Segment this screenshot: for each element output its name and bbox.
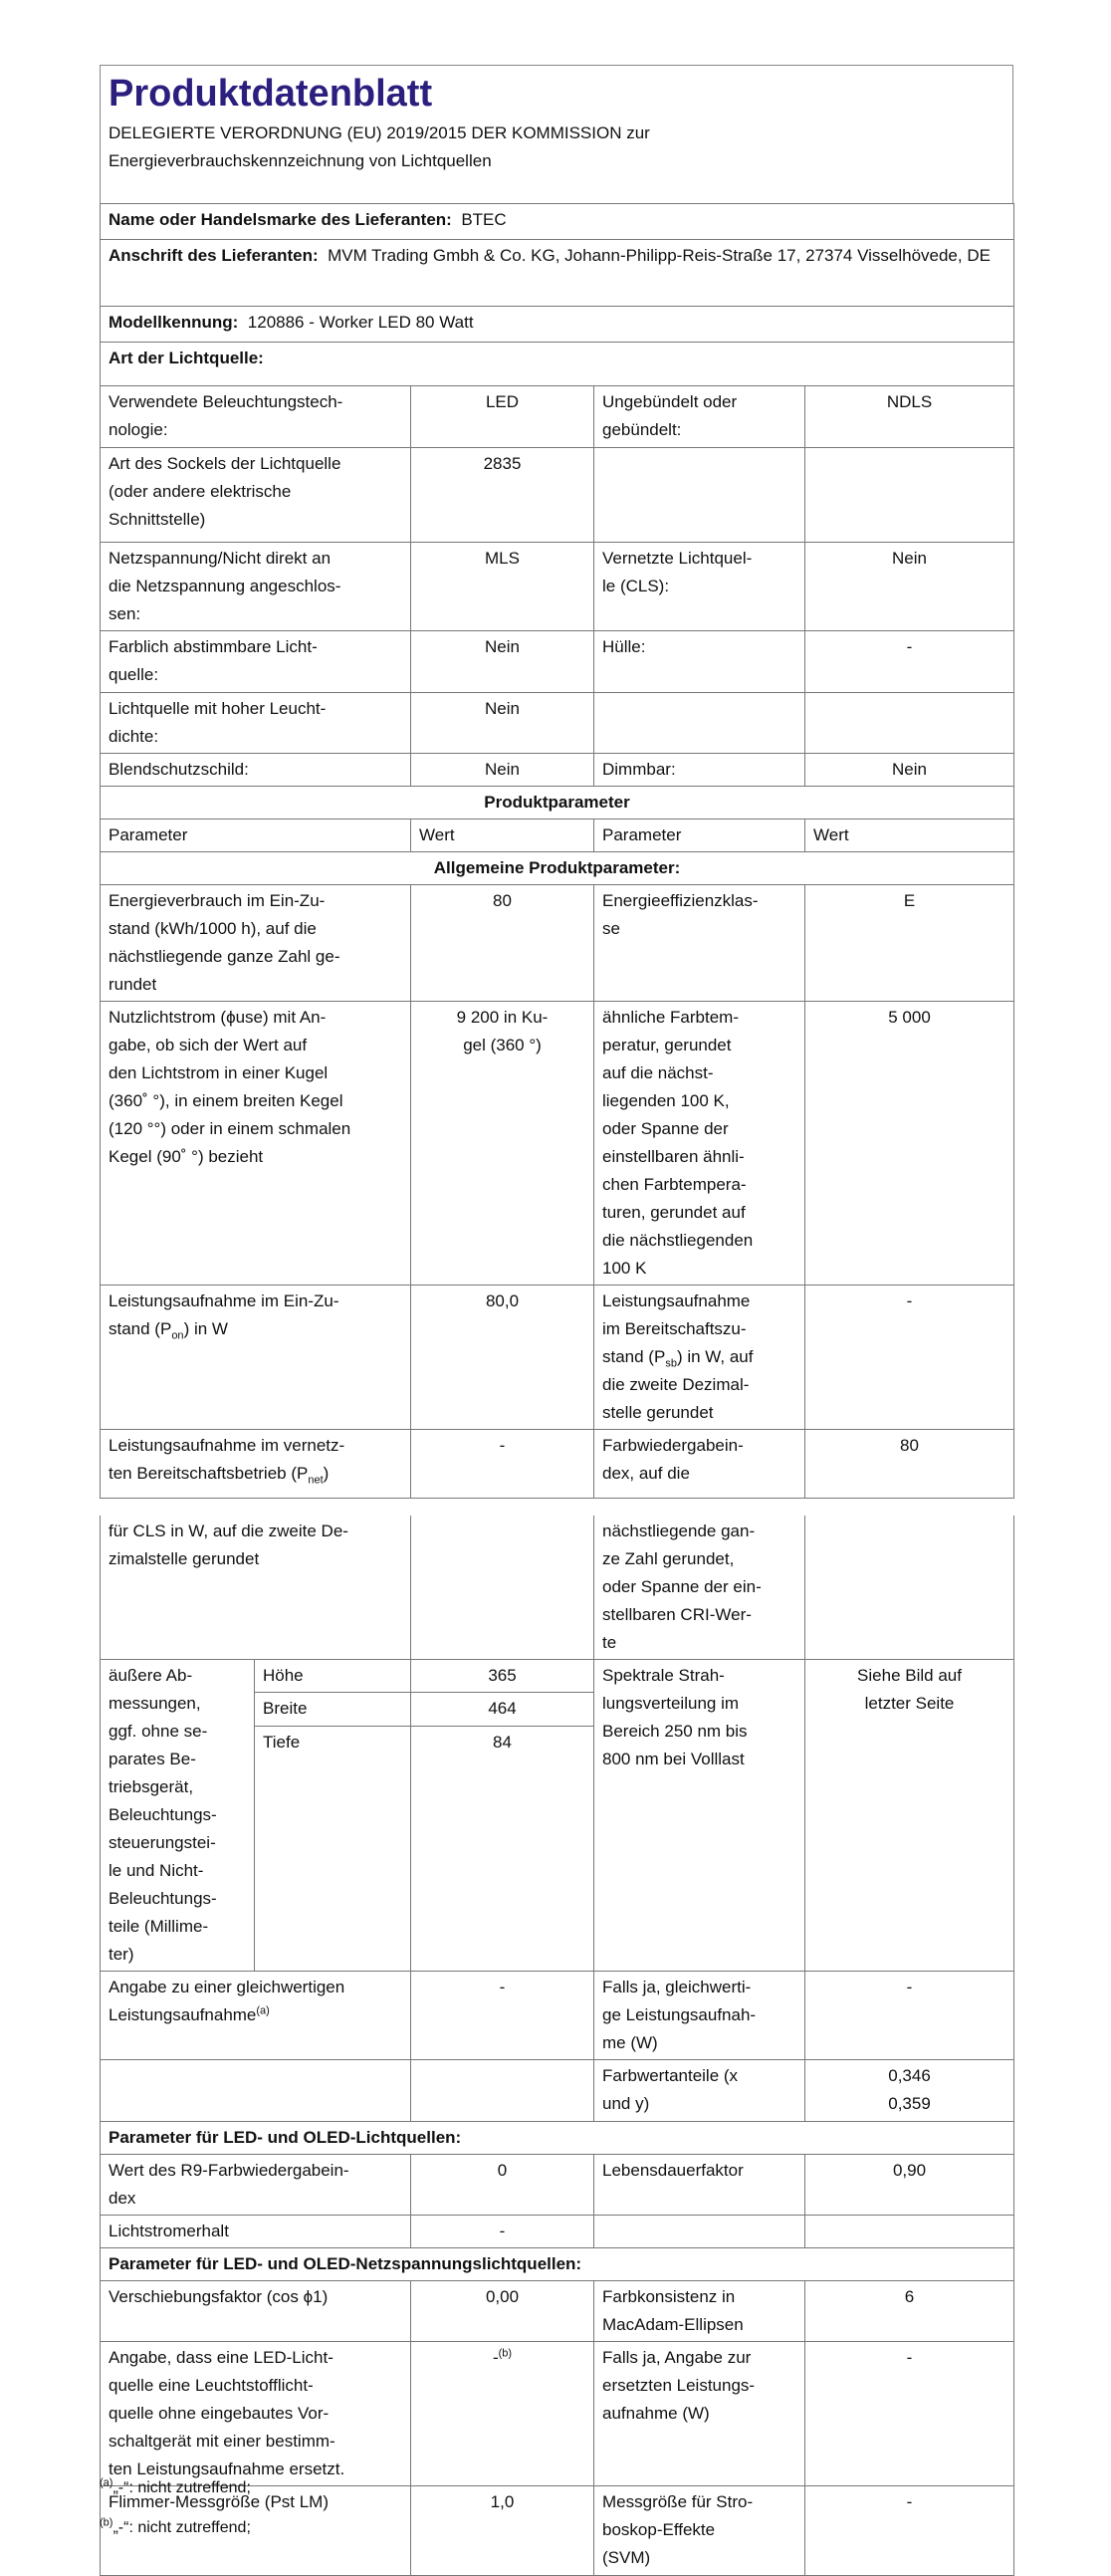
- product-data-sheet: [100, 65, 1013, 2576]
- param-value: E: [805, 885, 1014, 1002]
- footnote-ref: (b): [498, 2346, 513, 2359]
- supplier-address-value: MVM Trading Gmbh & Co. KG, Johann-Philipp-Reis-Straße 17, 27374 Visselhövede, DE: [328, 246, 991, 265]
- label-text: ) in W: [183, 1319, 228, 1338]
- depth-value: 84: [411, 1727, 594, 1972]
- model-value: 120886 - Worker LED 80 Watt: [247, 313, 474, 332]
- empty-cell: [805, 1516, 1014, 1660]
- supplier-name-row: [101, 204, 1014, 240]
- height-label: Höhe: [255, 1659, 411, 1693]
- table-row: [101, 693, 1014, 754]
- param-label: Netzspannung/Nicht direkt an die Netzspannung angeschlos- sen:: [101, 543, 411, 631]
- section-title: Parameter für LED- und OLED-Netzspannungslichtquellen:: [101, 2247, 1014, 2280]
- param-value: 0,346 0,359: [805, 2059, 1014, 2121]
- param-value: [805, 693, 1014, 754]
- param-label: Falls ja, Angabe zur ersetzten Leistungs- aufnahme (W): [594, 2341, 805, 2485]
- param-value: 2835: [411, 448, 594, 543]
- param-value: -: [805, 2341, 1014, 2485]
- sheet-header: [100, 65, 1013, 203]
- empty-cell: [411, 2059, 594, 2121]
- param-label: Flimmer-Messgröße (Pst LM): [101, 2485, 411, 2575]
- column-header-parameter: Parameter: [101, 820, 411, 852]
- label-text: Leistungsaufnahme im Ein-Zu- stand (P: [109, 1291, 339, 1338]
- footnote-text: „-“: nicht zutreffend;: [112, 2479, 251, 2496]
- param-label: Verwendete Beleuchtungstech- nologie:: [101, 386, 411, 448]
- table-row: [101, 386, 1014, 448]
- param-value: 6: [805, 2280, 1014, 2341]
- subscript: net: [308, 1474, 324, 1487]
- empty-cell: [411, 1516, 594, 1660]
- param-value: 0,00: [411, 2280, 594, 2341]
- param-label: ähnliche Farbtem- peratur, gerundet auf die nächst- liegenden 100 K, oder Spanne der einstellbaren ähnli- chen Farbtempera- turen, gerundet auf die nächstliegenden 100 K: [594, 1002, 805, 1286]
- label-text: Leistungsaufnahme im vernetz- ten Bereitschaftsbetrieb (P: [109, 1436, 345, 1483]
- width-value: 464: [411, 1693, 594, 1727]
- section-title: Allgemeine Produktparameter:: [101, 852, 1014, 885]
- column-header-value: Wert: [411, 820, 594, 852]
- supplier-name-value: BTEC: [461, 210, 507, 229]
- param-label: Lichtquelle mit hoher Leucht- dichte:: [101, 693, 411, 754]
- param-value: 9 200 in Ku- gel (360 °): [411, 1002, 594, 1286]
- param-label: Lichtstromerhalt: [101, 2215, 411, 2247]
- width-label: Breite: [255, 1693, 411, 1727]
- param-value: 80: [805, 1430, 1014, 1499]
- empty-cell: [101, 2059, 411, 2121]
- param-label: Dimmbar:: [594, 754, 805, 787]
- param-value: Nein: [411, 754, 594, 787]
- table-row: [101, 754, 1014, 787]
- footnote-text: „-“: nicht zutreffend;: [112, 2519, 251, 2536]
- dimensions-label: äußere Ab- messungen, ggf. ohne se- parates Be- triebsgerät, Beleuchtungs- steuerungstei- le und Nicht- Beleuchtungs- teile (Millime- ter): [101, 1659, 255, 1971]
- param-value: NDLS: [805, 386, 1014, 448]
- param-value: -: [411, 1430, 594, 1499]
- section-title: Produktparameter: [101, 787, 1014, 820]
- type-section-row: [101, 343, 1014, 386]
- value-text: -: [492, 2347, 499, 2367]
- param-label: Verschiebungsfaktor (cos ϕ1): [101, 2280, 411, 2341]
- table-row: [101, 1002, 1014, 1286]
- param-value: -: [411, 2215, 594, 2247]
- param-label: Angabe, dass eine LED-Licht- quelle eine Leuchtstofflicht- quelle ohne eingebautes Vor- schaltgerät mit einer bestimm- ten Leistungsaufnahme ersetzt.: [101, 2341, 411, 2485]
- param-label: [594, 1286, 805, 1430]
- dimensions-row: [101, 1659, 1014, 1693]
- param-value: MLS: [411, 543, 594, 631]
- mains-params-title-row: [101, 2247, 1014, 2280]
- param-label: Art des Sockels der Lichtquelle (oder andere elektrische Schnittstelle): [101, 448, 411, 543]
- param-value: [805, 448, 1014, 543]
- depth-label: Tiefe: [255, 1727, 411, 1972]
- empty-cell: [805, 2215, 1014, 2247]
- product-params-title-row: [101, 787, 1014, 820]
- param-label: Blendschutzschild:: [101, 754, 411, 787]
- param-value: -: [805, 631, 1014, 693]
- data-table: [100, 203, 1014, 2576]
- subscript: sb: [665, 1357, 677, 1370]
- param-value: 0: [411, 2154, 594, 2215]
- param-value: Nein: [805, 543, 1014, 631]
- param-value: -: [805, 2485, 1014, 2575]
- regulation-line-1: DELEGIERTE VERORDNUNG (EU) 2019/2015 DER KOMMISSION zur: [109, 123, 650, 142]
- param-label: Messgröße für Stro- boskop-Effekte (SVM): [594, 2485, 805, 2575]
- gap-cell: [101, 1499, 1014, 1516]
- led-params-title-row: [101, 2121, 1014, 2154]
- param-value: 1,0: [411, 2485, 594, 2575]
- general-params-title-row: [101, 852, 1014, 885]
- supplier-name-label: Name oder Handelsmarke des Lieferanten:: [109, 210, 452, 229]
- param-value: -: [805, 1286, 1014, 1430]
- param-label: Lebensdauerfaktor: [594, 2154, 805, 2215]
- label-text: Angabe zu einer gleichwertigen Leistungsaufnahme: [109, 1977, 345, 2024]
- param-label: Energieeffizienzklas- se: [594, 885, 805, 1002]
- column-header-value: Wert: [805, 820, 1014, 852]
- param-value: -: [411, 1971, 594, 2059]
- param-label: [101, 1971, 411, 2059]
- supplier-address-label: Anschrift des Lieferanten:: [109, 246, 319, 265]
- table-row: [101, 448, 1014, 543]
- column-header-parameter: Parameter: [594, 820, 805, 852]
- param-label: Farblich abstimmbare Licht- quelle:: [101, 631, 411, 693]
- param-value: 80,0: [411, 1286, 594, 1430]
- param-label: [101, 1286, 411, 1430]
- height-value: 365: [411, 1659, 594, 1693]
- table-row: [101, 1430, 1014, 1499]
- param-label: Farbkonsistenz in MacAdam-Ellipsen: [594, 2280, 805, 2341]
- param-label: Falls ja, gleichwerti- ge Leistungsaufnah- me (W): [594, 1971, 805, 2059]
- model-label: Modellkennung:: [109, 313, 239, 332]
- param-value: Nein: [411, 631, 594, 693]
- table-row: [101, 1971, 1014, 2059]
- param-label: Farbwiedergabein- dex, auf die: [594, 1430, 805, 1499]
- section-title: Parameter für LED- und OLED-Lichtquellen:: [101, 2121, 1014, 2154]
- page-title: Produktdatenblatt: [109, 73, 433, 115]
- param-value: Nein: [805, 754, 1014, 787]
- param-label: [594, 693, 805, 754]
- param-label: [594, 448, 805, 543]
- table-row: [101, 2059, 1014, 2121]
- table-row: [101, 1516, 1014, 1660]
- table-row: [101, 2154, 1014, 2215]
- param-label: Vernetzte Lichtquel- le (CLS):: [594, 543, 805, 631]
- param-label: Nutzlichtstrom (ϕuse) mit An- gabe, ob sich der Wert auf den Lichtstrom in einer Kugel (360˚ °), in einem breiten Kegel (120 °°) oder in einem schmalen Kegel (90˚ °) bezieht: [101, 1002, 411, 1286]
- table-row: [101, 2341, 1014, 2485]
- param-value: LED: [411, 386, 594, 448]
- table-row: [101, 1286, 1014, 1430]
- empty-cell: [594, 2215, 805, 2247]
- table-row: [101, 885, 1014, 1002]
- label-text: Leistungsaufnahme im Bereitschaftszu- stand (P: [602, 1291, 751, 1366]
- param-label: Spektrale Strah- lungsverteilung im Bereich 250 nm bis 800 nm bei Volllast: [594, 1659, 805, 1971]
- param-label: Farbwertanteile (x und y): [594, 2059, 805, 2121]
- param-value: -: [805, 1971, 1014, 2059]
- label-text: ) in W, auf die zweite Dezimal- stelle gerundet: [602, 1347, 754, 1422]
- footnote-ref: (a): [256, 2003, 270, 2016]
- param-value: Siehe Bild auf letzter Seite: [805, 1659, 1014, 1971]
- param-label: Hülle:: [594, 631, 805, 693]
- column-header-row: [101, 820, 1014, 852]
- table-row: [101, 631, 1014, 693]
- footnote-mark: (a): [100, 2476, 113, 2489]
- param-label: Ungebündelt oder gebündelt:: [594, 386, 805, 448]
- param-value: [411, 2341, 594, 2485]
- param-value: 0,90: [805, 2154, 1014, 2215]
- page-break-gap: [101, 1499, 1014, 1516]
- param-label: Wert des R9-Farbwiedergabein- dex: [101, 2154, 411, 2215]
- footnote-a: [100, 2477, 251, 2499]
- param-value: 5 000: [805, 1002, 1014, 1286]
- subscript: on: [171, 1329, 184, 1342]
- param-label: Energieverbrauch im Ein-Zu- stand (kWh/1000 h), auf die nächstliegende ganze Zahl ge- rundet: [101, 885, 411, 1002]
- param-label: [101, 1430, 411, 1499]
- param-value: 80: [411, 885, 594, 1002]
- footnote-b: [100, 2517, 251, 2539]
- param-label-continued: für CLS in W, auf die zweite De- zimalstelle gerundet: [101, 1516, 411, 1660]
- footnote-mark: (b): [100, 2516, 113, 2529]
- table-row: [101, 2215, 1014, 2247]
- type-section-label: Art der Lichtquelle:: [101, 343, 1014, 386]
- regulation-line-2: Energieverbrauchskennzeichnung von Lichtquellen: [109, 151, 492, 170]
- model-row: [101, 307, 1014, 343]
- param-value: Nein: [411, 693, 594, 754]
- table-row: [101, 2280, 1014, 2341]
- table-row: [101, 543, 1014, 631]
- param-label-continued: nächstliegende gan- ze Zahl gerundet, oder Spanne der ein- stellbaren CRI-Wer- te: [594, 1516, 805, 1660]
- label-text: ): [323, 1464, 330, 1483]
- supplier-address-row: [101, 240, 1014, 307]
